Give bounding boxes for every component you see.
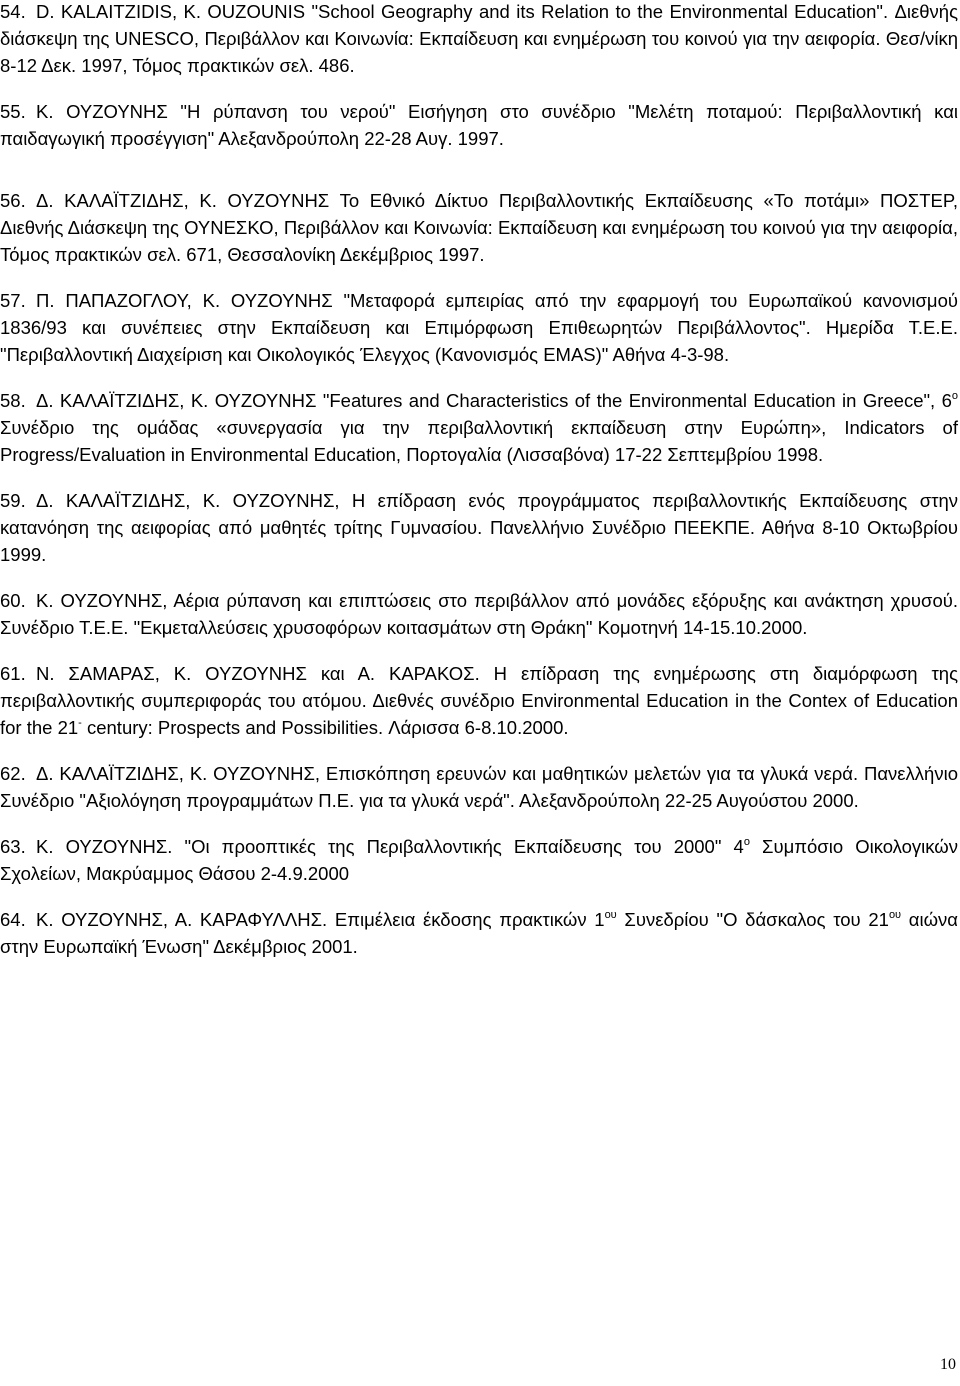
reference-64 <box>0 906 958 960</box>
reference-number: 58. <box>0 390 26 411</box>
reference-number: 62. <box>0 763 26 784</box>
reference-text-end: century: Prospects and Possibilities. Λάρισσα 6-8.10.2000. <box>81 717 569 738</box>
reference-number: 61. <box>0 663 26 684</box>
reference-text-start: Κ. ΟΥΖΟΥΝΗΣ. "Οι προοπτικές της Περιβαλλοντικής Εκπαίδευσης του 2000" 4 <box>36 836 744 857</box>
reference-62 <box>0 760 958 814</box>
reference-56 <box>0 187 958 268</box>
superscript: ου <box>888 909 902 921</box>
reference-number: 56. <box>0 190 26 211</box>
reference-text: Δ. ΚΑΛΑΪΤΖΙΔΗΣ, Κ. ΟΥΖΟΥΝΗΣ, Η επίδραση ενός προγράμματος περιβαλλοντικής Εκπαίδευσης στην κατανόηση της αειφορίας από μαθητές τρίτης Γυμνασίου. Πανελλήνιο Συνέδριο ΠΕΕΚΠΕ. Αθήνα 8-10 Οκτωβρίου 1999. <box>0 490 958 565</box>
reference-number: 59. <box>0 490 26 511</box>
reference-59 <box>0 487 958 568</box>
superscript: ο <box>743 836 750 848</box>
reference-text: Π. ΠΑΠΑΖΟΓΛΟΥ, Κ. ΟΥΖΟΥΝΗΣ "Μεταφορά εμπειρίας από την εφαρμογή του Ευρωπαϊκού κανονισμού 1836/93 και συνέπειες στην Εκπαίδευση και Επιμόρφωση Επιθεωρητών Περιβάλλοντος". Ημερίδα Τ.Ε.Ε. "Περιβαλλοντική Διαχείριση και Οικολογικός Έλεγχος (Κανονισμός EMAS)" Αθήνα 4-3-98. <box>0 290 958 365</box>
reference-text-start: Κ. ΟΥΖΟΥΝΗΣ, Α. ΚΑΡΑΦΥΛΛΗΣ. Επιμέλεια έκδοσης πρακτικών 1 <box>36 909 605 930</box>
reference-text: Κ. ΟΥΖΟΥΝΗΣ "Η ρύπανση του νερού" Εισήγηση στο συνέδριο "Μελέτη ποταμού: Περιβαλλοντική και παιδαγωγική προσέγγιση" Αλεξανδρούπολη 22-28 Αυγ. 1997. <box>0 101 958 149</box>
superscript: ο <box>951 390 958 402</box>
reference-text: Δ. ΚΑΛΑΪΤΖΙΔΗΣ, Κ. ΟΥΖΟΥΝΗΣ, Επισκόπηση ερευνών και μαθητικών μελετών για τα γλυκά νερά. Πανελλήνιο Συνέδριο "Αξιολόγηση προγραμμάτων Π.Ε. για τα γλυκά νερά". Αλεξανδρούπολη 22-25 Αυγούστου 2000. <box>0 763 958 811</box>
reference-text-end: Συνέδριο της ομάδας «συνεργασία για την περιβαλλοντική εκπαίδευση στην Ευρώπη», Indicators of Progress/Evaluation in Environmental Education, Πορτογαλία (Λισσαβόνα) 17-22 Σεπτεμβρίου 1998. <box>0 417 958 465</box>
reference-text-middle: Συνεδρίου "Ο δάσκαλος του 21 <box>616 909 889 930</box>
reference-text: Δ. ΚΑΛΑΪΤΖΙΔΗΣ, Κ. ΟΥΖΟΥΝΗΣ Το Εθνικό Δίκτυο Περιβαλλοντικής Εκπαίδευσης «Το ποτάμι» ΠΟΣΤΕΡ, Διεθνής Διάσκεψη της ΟΥΝΕΣΚΟ, Περιβάλλον και Κοινωνία: Εκπαίδευση και ενημέρωση του κοινού για την αειφορία, Τόμος πρακτικών σελ. 671, Θεσσαλονίκη Δεκέμβριος 1997. <box>0 190 958 265</box>
reference-58 <box>0 387 958 468</box>
reference-number: 64. <box>0 909 26 930</box>
reference-text-end: αιώνα στην Ευρωπαϊκή Ένωση" Δεκέμβριος 2001. <box>0 909 958 957</box>
reference-number: 55. <box>0 101 26 122</box>
reference-57 <box>0 287 958 368</box>
reference-number: 57. <box>0 290 26 311</box>
reference-number: 63. <box>0 836 26 857</box>
page-number: 10 <box>940 1356 956 1373</box>
reference-63 <box>0 833 958 887</box>
reference-text-end: Συμπόσιο Οικολογικών Σχολείων, Μακρύαμμος Θάσου 2-4.9.2000 <box>0 836 959 884</box>
reference-number: 60. <box>0 590 26 611</box>
reference-text: Κ. ΟΥΖΟΥΝΗΣ, Αέρια ρύπανση και επιπτώσεις στο περιβάλλον από μονάδες εξόρυξης και ανάκτηση χρυσού. Συνέδριο Τ.Ε.Ε. "Εκμεταλλεύσεις χρυσοφόρων κοιτασμάτων στη Θράκη" Κομοτηνή 14-15.10.2000. <box>0 590 958 638</box>
reference-text-start: Δ. ΚΑΛΑΪΤΖΙΔΗΣ, Κ. ΟΥΖΟΥΝΗΣ "Features and Characteristics of the Environmental Education in Greece", 6 <box>36 390 952 411</box>
superscript: ου <box>604 909 617 921</box>
reference-61 <box>0 660 958 741</box>
reference-54 <box>0 0 958 79</box>
reference-number: 54. <box>0 1 26 22</box>
reference-text-start: Ν. ΣΑΜΑΡΑΣ, Κ. ΟΥΖΟΥΝΗΣ και Α. ΚΑΡΑΚΟΣ. Η επίδραση της ενημέρωσης στη διαμόρφωση της περιβαλλοντικής συμπεριφοράς του ατόμου. Διεθνές συνέδριο Environmental Education in the Contex of Education for the 21 <box>0 663 958 738</box>
reference-text: D. KALAITZIDIS, K. OUZOUNIS "School Geography and its Relation to the Environmental Education". Διεθνής διάσκεψη της UNESCO, Περιβάλλον και Κοινωνία: Εκπαίδευση και ενημέρωση του κοινού για την αειφορία. Θεσ/νίκη 8-12 Δεκ. 1997, Τόμος πρακτικών σελ. 486. <box>0 1 958 76</box>
reference-55 <box>0 98 958 152</box>
superscript: - <box>78 717 82 729</box>
reference-60 <box>0 587 958 641</box>
